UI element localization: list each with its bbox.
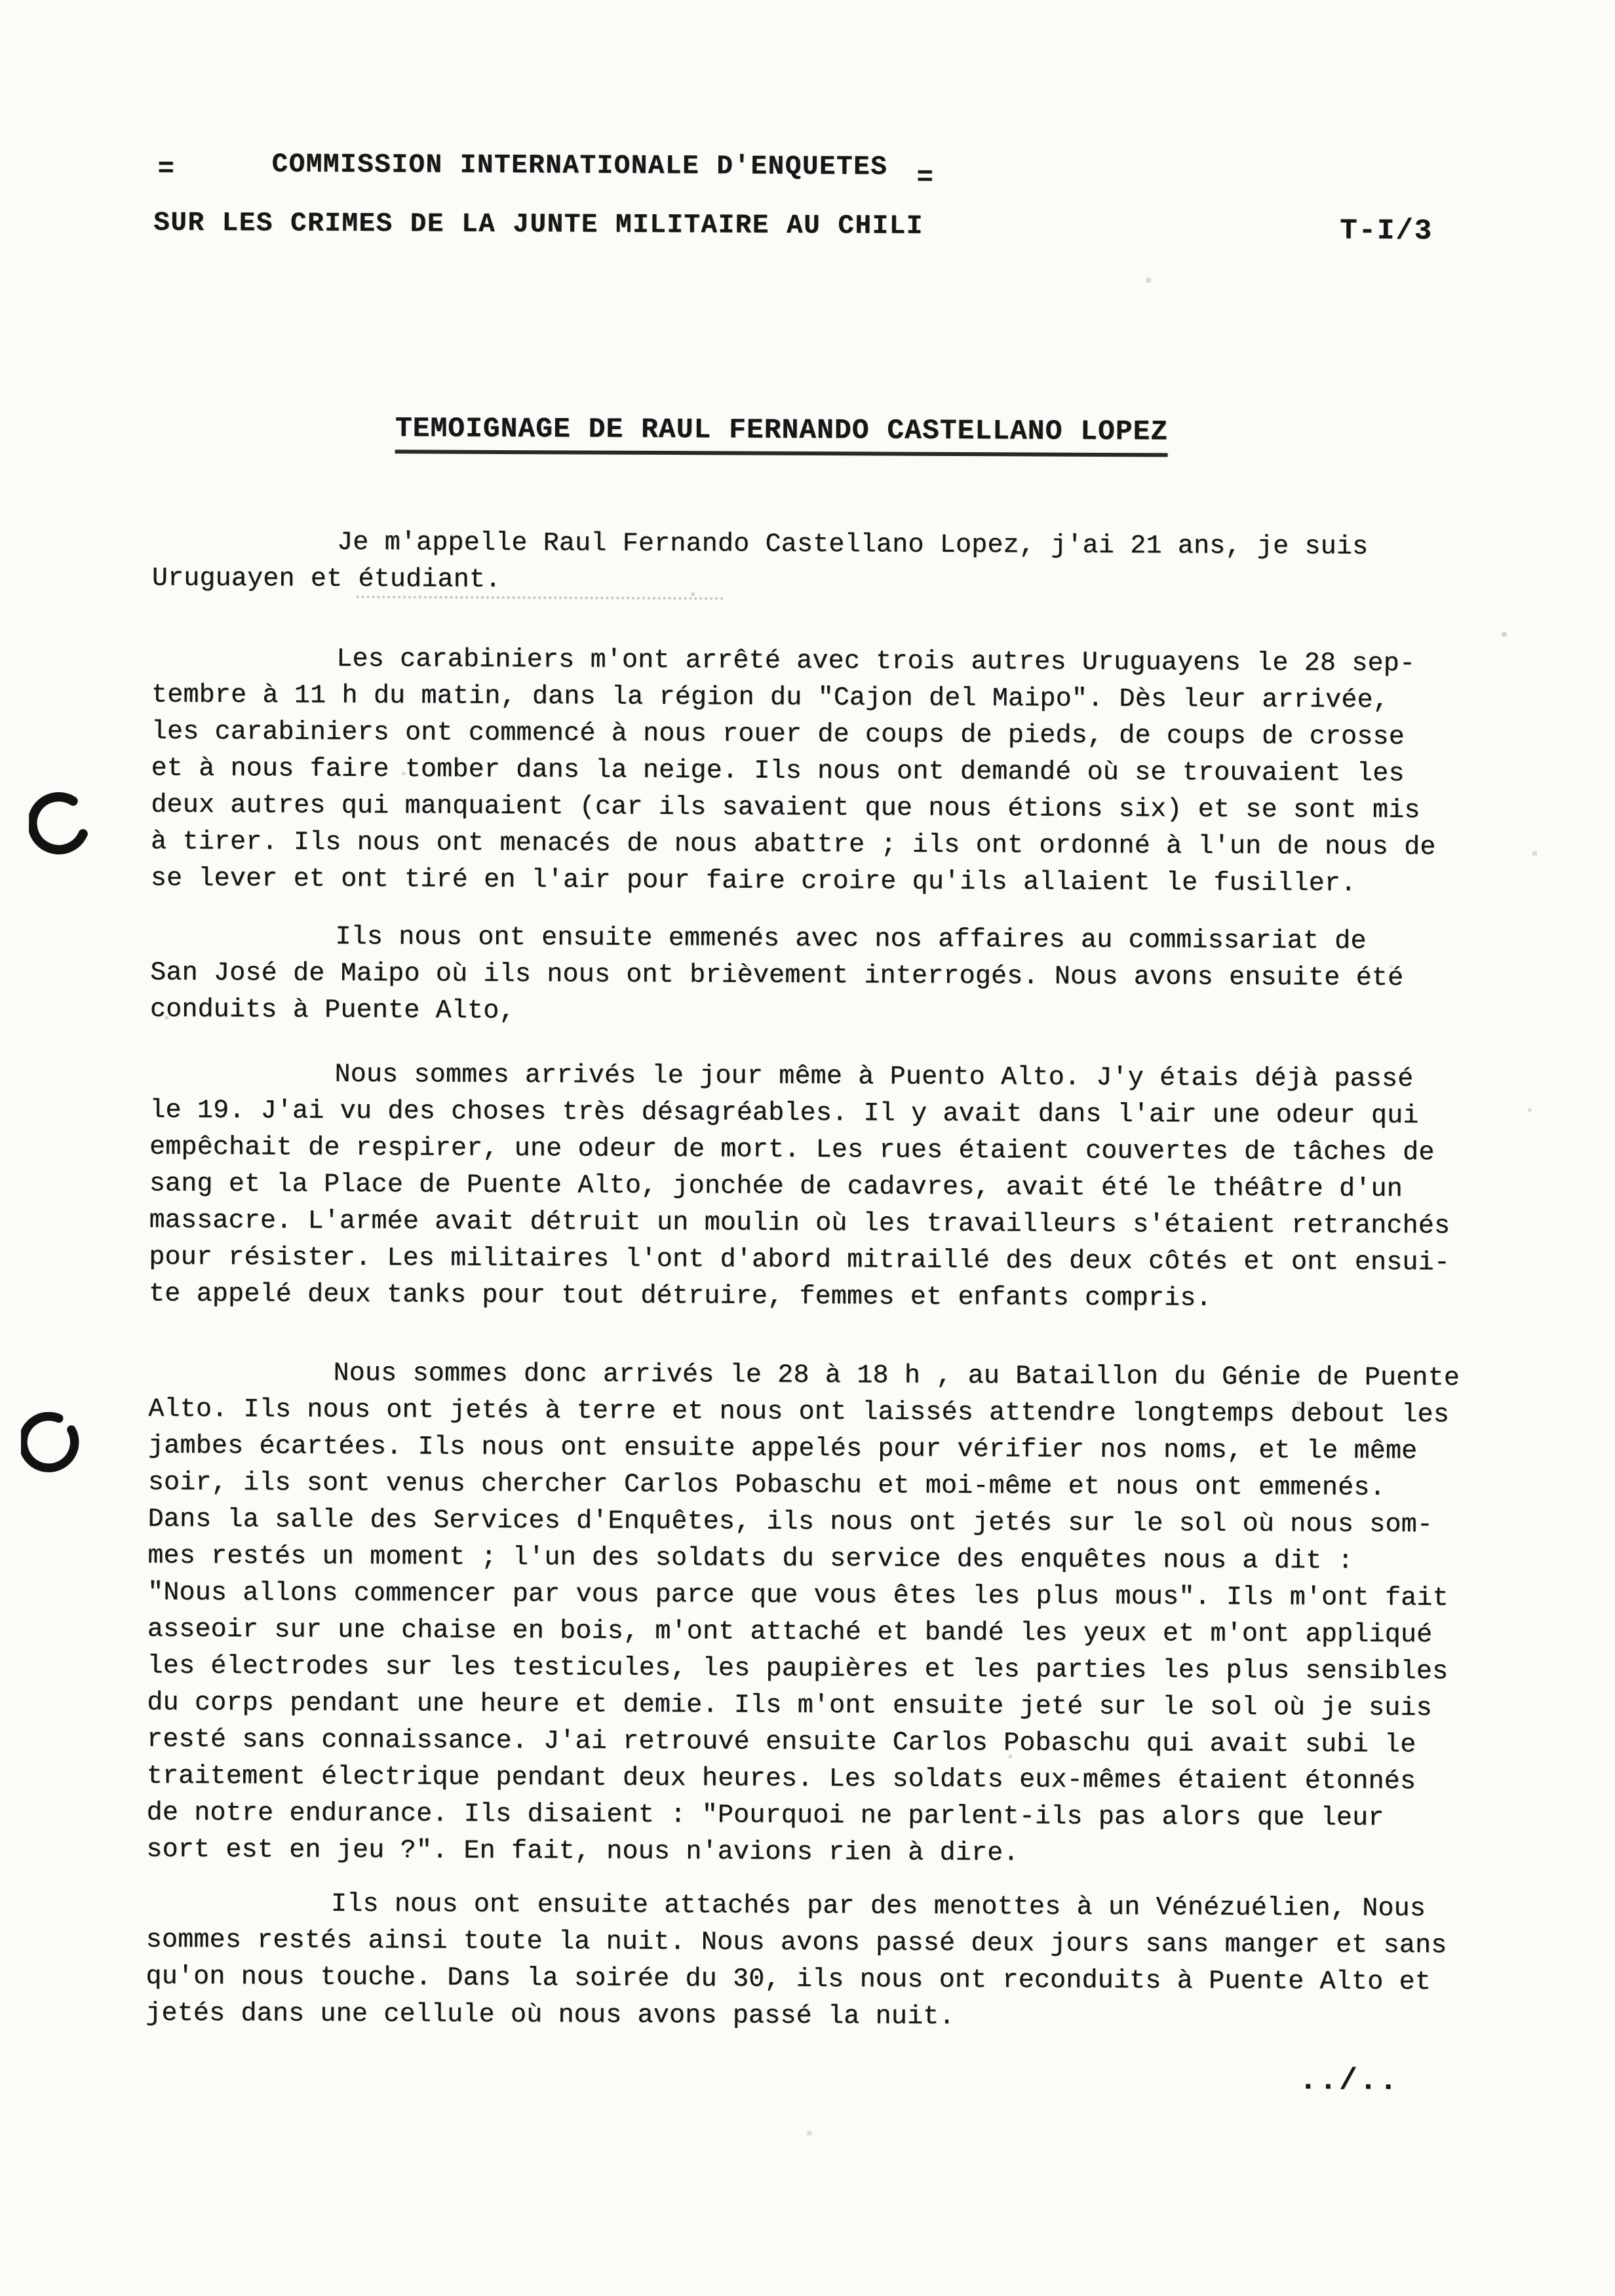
testimony-paragraph-6: Ils nous ont ensuite attachés par des menottes à un Vénézuélien, Nous sommes restés ainsi toute la nuit. Nous avons passé deux jours sans manger et sans qu'on nous touche. Dans la soirée du 30, ils nous ont reconduits à Puente Alto et jetés dans une cellule où nous avons passé la nuit. xyxy=(146,1889,1447,2032)
testimony-paragraph-5: Nous sommes donc arrivés le 28 à 18 h , au Bataillon du Génie de Puente Alto. Ils nous ont jetés à terre et nous ont laissés attendre longtemps debout les jambes écartées. Ils nous ont ensuite appelés pour vérifier nos noms, et le même soir, ils sont venus chercher Carlos Pobaschu et moi-même et nous ont emmenés. Dans la salle des Services d'Enquêtes, ils nous ont jetés sur le sol où nous som- mes restés un moment ; l'un des soldats du service des enquêtes nous a dit : "Nous allons commencer par vous parce que vous êtes les plus mous". Ils m'ont fait asseoir sur une chaise en bois, m'ont attaché et bandé les yeux et m'ont appliqué les électrodes sur les testicules, les paupières et les parties les plus sensibles du corps pendant une heure et demie. Ils m'ont ensuite jeté sur le sol où je suis resté sans connaissance. J'ai retrouvé ensuite Carlos Pobaschu qui avait subi le traitement électrique pendant deux heures. Les soldats eux-mêmes étaient étonnés de notre endurance. Ils disaient : "Pourquoi ne parlent-ils pas alors que leur sort est en jeu ?". En fait, nous n'avions rien à dire. xyxy=(146,1358,1460,1869)
header-equals-left: = xyxy=(157,153,175,185)
page-continuation-mark: ../.. xyxy=(1298,2063,1399,2098)
page-title: TEMOIGNAGE DE RAUL FERNANDO CASTELLANO LOPEZ xyxy=(395,412,1169,457)
document-reference-number: T-I/3 xyxy=(1340,214,1433,248)
header-org-line2: SUR LES CRIMES DE LA JUNTE MILITAIRE AU CHILI xyxy=(153,208,924,242)
testimony-paragraph-2: Les carabiniers m'ont arrêté avec trois autres Uruguayens le 28 sep- tembre à 11 h du matin, dans la région du "Cajon del Maipo". Dès leur arrivée, les carabiniers ont commencé à nous rouer de coups de pieds, de coups de crosse et à nous faire tomber dans la neige. Ils nous ont demandé où se trouvaient les deux autres qui manquaient (car ils savaient que nous étions six) et se sont mis à tirer. Ils nous ont menacés de nous abattre ; ils ont ordonné à l'un de nous de se lever et ont tiré en l'air pour faire croire qu'ils allaient le fusiller. xyxy=(150,644,1436,899)
handwritten-margin-mark-open-circle xyxy=(21,1412,84,1475)
testimony-paragraph-4: Nous sommes arrivés le jour même à Puento Alto. J'y étais déjà passé le 19. J'ai vu des choses très désagréables. Il y avait dans l'air une odeur qui empêchait de respirer, une odeur de mort. Les rues étaient couvertes de tâches de sang et la Place de Puente Alto, jonchée de cadavres, avait été le théâtre d'un massacre. L'armée avait détruit un moulin où les travailleurs s'étaient retranchés pour résister. Les militaires l'ont d'abord mitraillé des deux côtés et ont ensui- te appelé deux tanks pour tout détruire, femmes et enfants compris. xyxy=(148,1060,1450,1314)
header-equals-right: = xyxy=(916,161,934,193)
testimony-paragraph-1: Je m'appelle Raul Fernando Castellano Lopez, j'ai 21 ans, je suis Uruguayen et étudiant. xyxy=(151,527,1369,595)
header-org-line1: COMMISSION INTERNATIONALE D'ENQUETES xyxy=(271,149,888,183)
testimony-paragraph-3: Ils nous ont ensuite emmenés avec nos affaires au commissariat de San José de Maipo où ils nous ont brièvement interrogés. Nous avons ensuite été conduits à Puente Alto, xyxy=(149,922,1404,1027)
handwritten-margin-mark-crescent xyxy=(29,792,92,855)
